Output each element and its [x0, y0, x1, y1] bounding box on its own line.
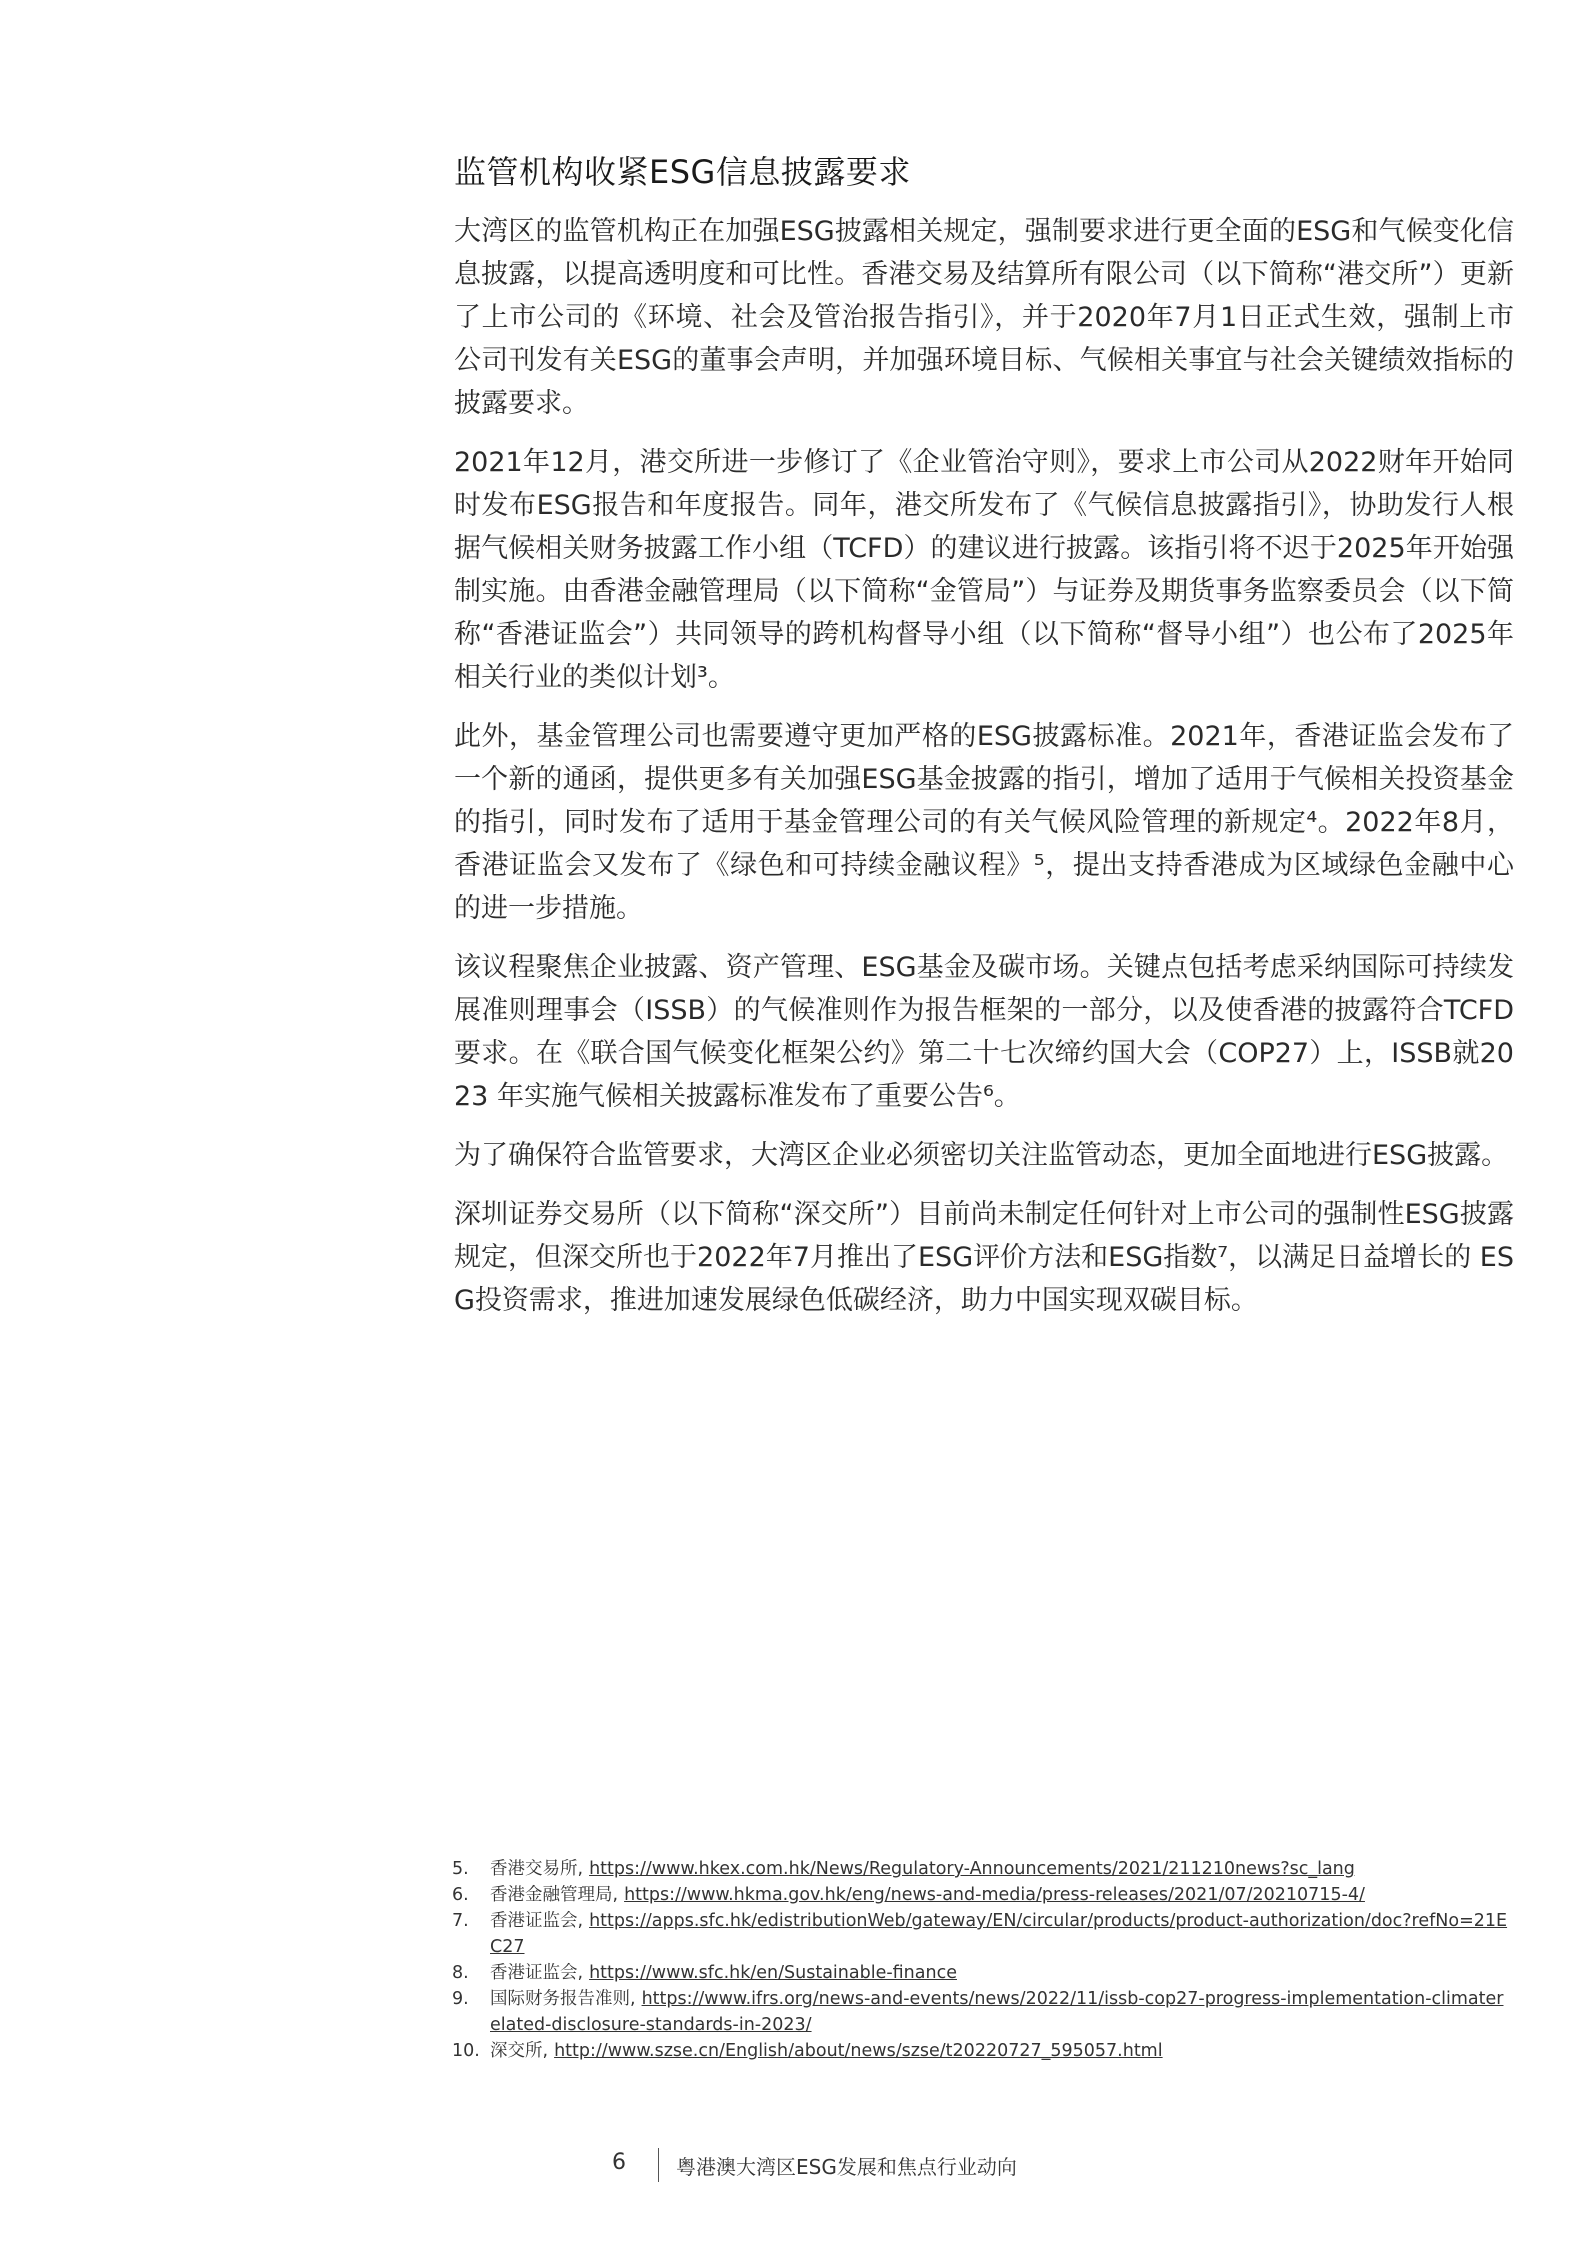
- footnote-link[interactable]: https://apps.sfc.hk/edistributionWeb/gateway/EN/circular/products/product-authorization/doc?refNo=21EC27: [490, 1911, 1508, 1957]
- paragraph: 深圳证券交易所（以下简称“深交所”）目前尚未制定任何针对上市公司的强制性ESG披露规定，但深交所也于2022年7月推出了ESG评价方法和ESG指数⁷，以满足日益增长的 ESG投资需求，推进加速发展绿色低碳经济，助力中国实现双碳目标。: [454, 1199, 1514, 1316]
- footnote: [452, 1986, 1512, 2038]
- footnote-link[interactable]: https://www.hkma.gov.hk/eng/news-and-media/press-releases/2021/07/20210715-4/: [624, 1885, 1365, 1905]
- page-number: 6: [612, 2150, 626, 2175]
- footnote-number: 6.: [452, 1885, 469, 1905]
- page-footer: [0, 2148, 1586, 2184]
- footnote-link[interactable]: https://www.hkex.com.hk/News/Regulatory-Announcements/2021/211210news?sc_lang: [589, 1859, 1355, 1879]
- footnote-link[interactable]: http://www.szse.cn/English/about/news/szse/t20220727_595057.html: [554, 2041, 1163, 2061]
- paragraph: 该议程聚焦企业披露、资产管理、ESG基金及碳市场。关键点包括考虑采纳国际可持续发展准则理事会（ISSB）的气候准则作为报告框架的一部分，以及使香港的披露符合TCFD要求。在《联合国气候变化框架公约》第二十七次缔约国大会（COP27）上，ISSB就2023 年实施气候相关披露标准发布了重要公告⁶。: [454, 952, 1514, 1112]
- footnotes: [452, 1856, 1512, 2064]
- footnote: [452, 1856, 1512, 1882]
- paragraph: 此外，基金管理公司也需要遵守更加严格的ESG披露标准。2021年，香港证监会发布了一个新的通函，提供更多有关加强ESG基金披露的指引，增加了适用于气候相关投资基金的指引，同时发布了适用于基金管理公司的有关气候风险管理的新规定⁴。2022年8月，香港证监会又发布了《绿色和可持续金融议程》⁵，提出支持香港成为区域绿色金融中心的进一步措施。: [454, 721, 1514, 924]
- footnote-number: 8.: [452, 1963, 469, 1983]
- footnote-source: 深交所,: [490, 2041, 549, 2061]
- section-heading: 监管机构收紧ESG信息披露要求: [454, 153, 911, 191]
- footnote-source: 香港证监会,: [490, 1911, 584, 1931]
- footnote-source: 香港金融管理局,: [490, 1885, 619, 1905]
- paragraph: 2021年12月，港交所进一步修订了《企业管治守则》，要求上市公司从2022财年开始同时发布ESG报告和年度报告。同年，港交所发布了《气候信息披露指引》，协助发行人根据气候相关财务披露工作小组（TCFD）的建议进行披露。该指引将不迟于2025年开始强制实施。由香港金融管理局（以下简称“金管局”）与证券及期货事务监察委员会（以下简称“香港证监会”）共同领导的跨机构督导小组（以下简称“督导小组”）也公布了2025年相关行业的类似计划³。: [454, 447, 1514, 693]
- footnote-link[interactable]: https://www.sfc.hk/en/Sustainable-finance: [589, 1963, 957, 1983]
- report-title: 粤港澳大湾区ESG发展和焦点行业动向: [676, 2155, 1017, 2179]
- main-content: [454, 148, 1514, 1338]
- footnote-source: 香港证监会,: [490, 1963, 584, 1983]
- footnote-link[interactable]: https://www.ifrs.org/news-and-events/news/2022/11/issb-cop27-progress-implementation-climaterelated-disclosure-standards-in-2023/: [490, 1989, 1504, 2035]
- footnote-source: 国际财务报告准则,: [490, 1989, 636, 2009]
- footnote-source: 香港交易所,: [490, 1859, 584, 1879]
- footnote: [452, 1908, 1512, 1960]
- footnote-number: 5.: [452, 1859, 469, 1879]
- footnote: [452, 1960, 1512, 1986]
- paragraph: 为了确保符合监管要求，大湾区企业必须密切关注监管动态，更加全面地进行ESG披露。: [454, 1140, 1509, 1171]
- footer-divider: [658, 2148, 659, 2182]
- footnote: [452, 2038, 1512, 2064]
- footnote-number: 10.: [452, 2041, 480, 2061]
- footnote-number: 9.: [452, 1989, 469, 2009]
- footnote-number: 7.: [452, 1911, 469, 1931]
- paragraph: 大湾区的监管机构正在加强ESG披露相关规定，强制要求进行更全面的ESG和气候变化信息披露，以提高透明度和可比性。香港交易及结算所有限公司（以下简称“港交所”）更新了上市公司的《环境、社会及管治报告指引》，并于2020年7月1日正式生效，强制上市公司刊发有关ESG的董事会声明，并加强环境目标、气候相关事宜与社会关键绩效指标的披露要求。: [454, 216, 1514, 419]
- footnote: [452, 1882, 1512, 1908]
